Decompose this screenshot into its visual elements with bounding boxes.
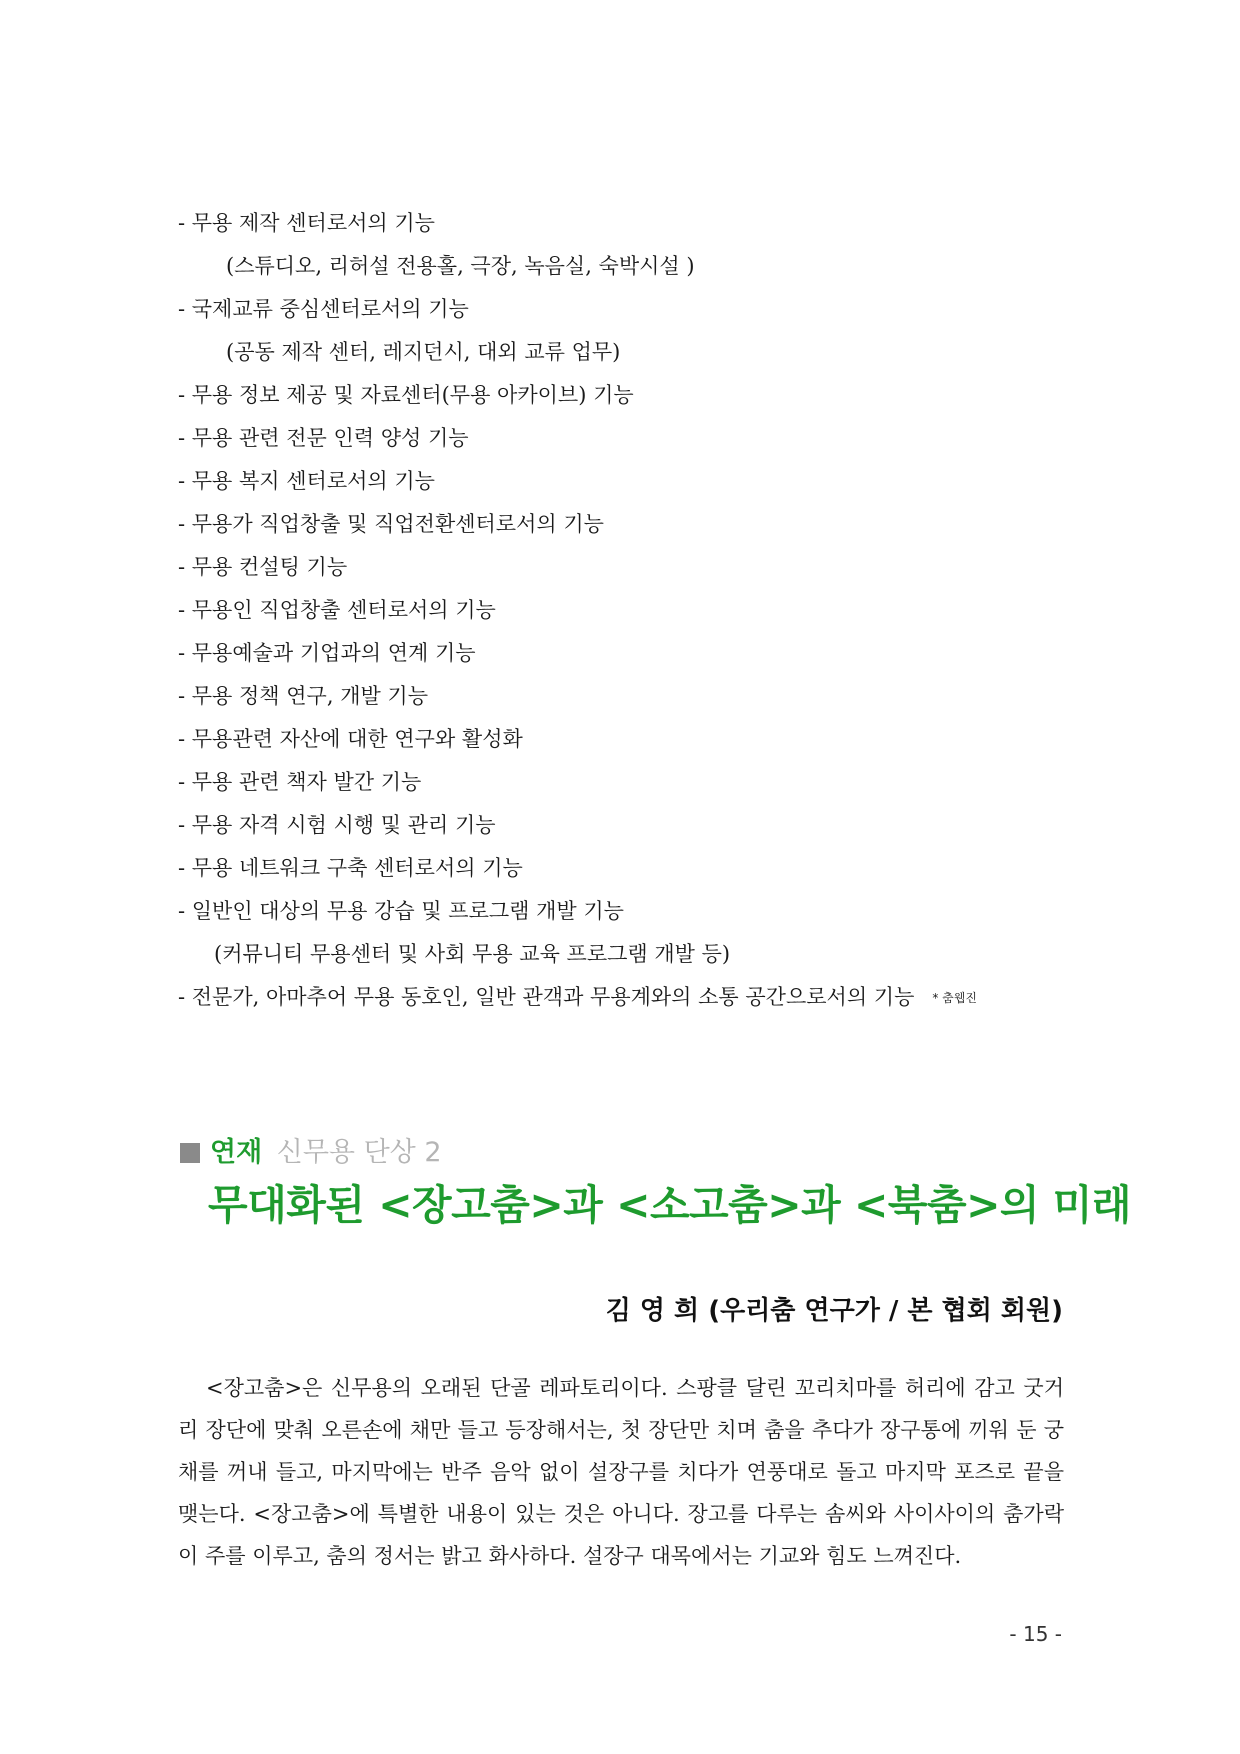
list-item: - 무용 네트워크 구축 센터로서의 기능 xyxy=(178,856,523,880)
list-item: - 무용 정보 제공 및 자료센터(무용 아카이브) 기능 xyxy=(178,383,634,407)
list-item: - 무용예술과 기업과의 연계 기능 xyxy=(178,641,476,665)
list-item: - 무용 제작 센터로서의 기능 xyxy=(178,211,435,235)
page-number: - 15 - xyxy=(1009,1622,1062,1646)
article-title: 무대화된 <장고춤>과 <소고춤>과 <북춤>의 미래 xyxy=(208,1181,1132,1229)
author-line: 김 영 희 (우리춤 연구가 / 본 협회 회원) xyxy=(605,1296,1063,1326)
list-item: - 무용인 직업창출 센터로서의 기능 xyxy=(178,598,496,622)
list-item: - 국제교류 중심센터로서의 기능 xyxy=(178,297,469,321)
list-item-detail: (커뮤니티 무용센터 및 사회 무용 교육 프로그램 개발 등) xyxy=(214,942,731,966)
source-note: * 춤웹진 xyxy=(932,991,977,1005)
list-item: - 무용관련 자산에 대한 연구와 활성화 xyxy=(178,727,523,751)
list-item: - 일반인 대상의 무용 강습 및 프로그램 개발 기능 xyxy=(178,899,624,923)
body-paragraph: <장고춤>은 신무용의 오래된 단골 레파토리이다. 스팡클 달린 꼬리치마를 허리에 감고 굿거리 장단에 맞춰 오른손에 채만 들고 등장해서는, 첫 장단만 치며 춤을 추다가 장구통에 끼워 둔 궁채를 꺼내 들고, 마지막에는 반주 음악 없이 설장구를 치다가 연풍대로 돌고 마지막 포즈로 끝을 맺는다. <장고춤>에 특별한 내용이 있는 것은 아니다. 장고를 다루는 솜씨와 사이사이의 춤가락이 주를 이루고, 춤의 정서는 밝고 화사하다. 설장구 대목에서는 기교와 힘도 느껴진다. xyxy=(178,1376,1064,1568)
list-item: - 무용 관련 책자 발간 기능 xyxy=(178,770,422,794)
list-item: - 무용 관련 전문 인력 양성 기능 xyxy=(178,426,469,450)
list-item: - 무용 컨설팅 기능 xyxy=(178,555,348,579)
list-item: - 무용 정책 연구, 개발 기능 xyxy=(178,684,429,708)
series-header xyxy=(180,1130,442,1169)
list-item-last xyxy=(178,976,1078,1019)
function-list xyxy=(178,202,1078,1019)
list-item: - 무용가 직업창출 및 직업전환센터로서의 기능 xyxy=(178,512,604,536)
square-bullet-icon xyxy=(180,1143,200,1163)
list-item-detail: (공동 제작 센터, 레지던시, 대외 교류 업무) xyxy=(226,340,621,364)
list-item: - 무용 자격 시험 시행 및 관리 기능 xyxy=(178,813,496,837)
list-item-detail: (스튜디오, 리허설 전용홀, 극장, 녹음실, 숙박시설 ) xyxy=(226,254,695,278)
list-item-text: - 전문가, 아마추어 무용 동호인, 일반 관객과 무용계와의 소통 공간으로서의 기능 xyxy=(178,985,915,1009)
series-label: 연재 xyxy=(210,1137,263,1168)
series-sub-label: 신무용 단상 2 xyxy=(276,1137,442,1168)
list-item: - 무용 복지 센터로서의 기능 xyxy=(178,469,435,493)
